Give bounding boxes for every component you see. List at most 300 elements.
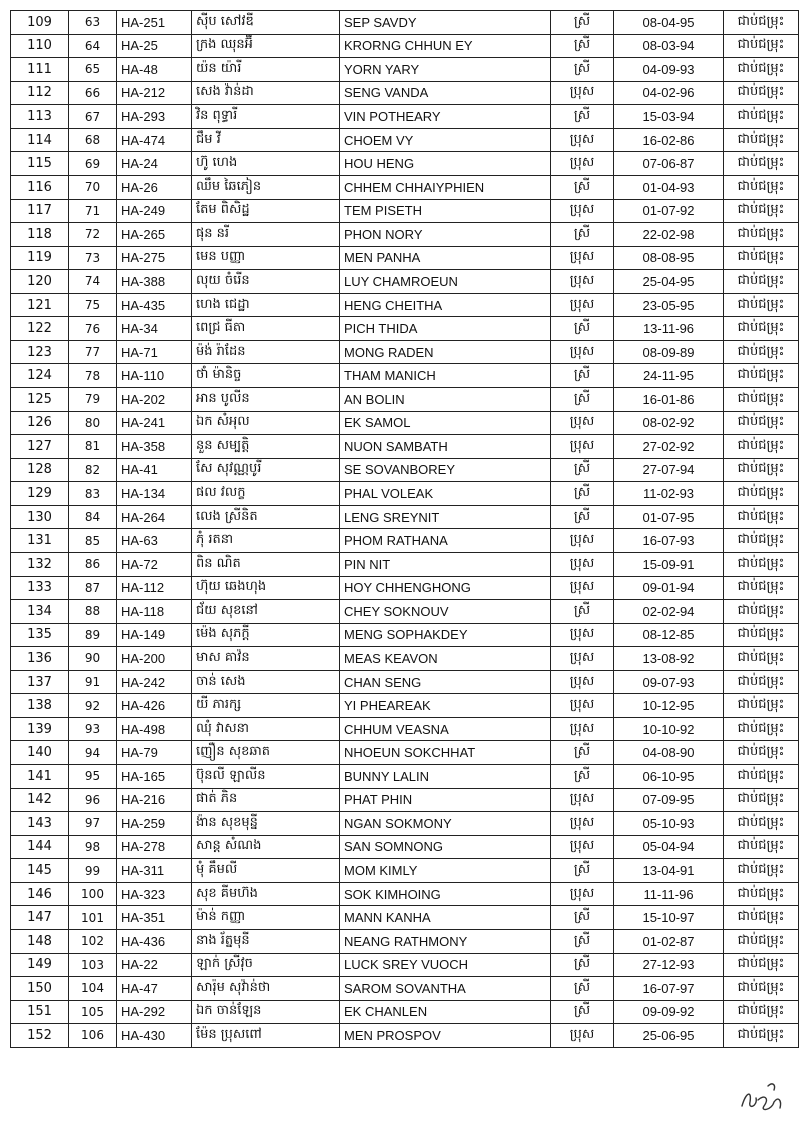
khmer-name-cell: យ៉ន យ៉ារី (192, 58, 340, 82)
row-number-cell: 152 (11, 1024, 69, 1048)
date-of-birth-cell: 06-10-95 (614, 765, 724, 789)
khmer-name-cell: ជឹម វី (192, 128, 340, 152)
sub-number-cell: 68 (69, 128, 117, 152)
row-number-cell: 148 (11, 929, 69, 953)
latin-name-cell: SAN SOMNONG (340, 835, 551, 859)
date-of-birth-cell: 08-12-85 (614, 623, 724, 647)
sub-number-cell: 71 (69, 199, 117, 223)
sex-cell: ប្រុស (551, 647, 614, 671)
candidate-code-cell: HA-72 (117, 552, 192, 576)
table-row (11, 529, 799, 553)
date-of-birth-cell: 09-01-94 (614, 576, 724, 600)
candidate-code-cell: HA-249 (117, 199, 192, 223)
date-of-birth-cell: 13-04-91 (614, 859, 724, 883)
sub-number-cell: 96 (69, 788, 117, 812)
candidate-code-cell: HA-275 (117, 246, 192, 270)
date-of-birth-cell: 01-04-93 (614, 175, 724, 199)
khmer-name-cell: លេង ស្រីនិត (192, 505, 340, 529)
latin-name-cell: NGAN SOKMONY (340, 812, 551, 836)
khmer-name-cell: ពេជ្រ ធីតា (192, 317, 340, 341)
table-row (11, 670, 799, 694)
sub-number-cell: 78 (69, 364, 117, 388)
date-of-birth-cell: 07-06-87 (614, 152, 724, 176)
table-row (11, 552, 799, 576)
khmer-name-cell: សេង វ៉ាន់ដា (192, 81, 340, 105)
result-status-cell: ជាប់ជម្រុះ (724, 199, 799, 223)
result-status-cell: ជាប់ជម្រុះ (724, 647, 799, 671)
latin-name-cell: CHHUM VEASNA (340, 717, 551, 741)
sex-cell: ប្រុស (551, 576, 614, 600)
latin-name-cell: CHHEM CHHAIYPHIEN (340, 175, 551, 199)
results-table (10, 10, 799, 1048)
sex-cell: ប្រុស (551, 835, 614, 859)
row-number-cell: 118 (11, 223, 69, 247)
sex-cell: ស្រី (551, 175, 614, 199)
row-number-cell: 114 (11, 128, 69, 152)
latin-name-cell: SENG VANDA (340, 81, 551, 105)
sex-cell: ស្រី (551, 34, 614, 58)
table-row (11, 717, 799, 741)
table-row (11, 270, 799, 294)
khmer-name-cell: មាស គាវ៉ន (192, 647, 340, 671)
sub-number-cell: 93 (69, 717, 117, 741)
table-row (11, 223, 799, 247)
row-number-cell: 142 (11, 788, 69, 812)
khmer-name-cell: ជ័យ សុខនៅ (192, 600, 340, 624)
sex-cell: ប្រុស (551, 435, 614, 459)
row-number-cell: 122 (11, 317, 69, 341)
khmer-name-cell: ម៉ង់ រ៉ាដែន (192, 340, 340, 364)
table-row (11, 600, 799, 624)
sex-cell: ស្រី (551, 953, 614, 977)
candidate-code-cell: HA-63 (117, 529, 192, 553)
khmer-name-cell: អាន បូលីន (192, 388, 340, 412)
date-of-birth-cell: 10-10-92 (614, 717, 724, 741)
candidate-code-cell: HA-48 (117, 58, 192, 82)
row-number-cell: 130 (11, 505, 69, 529)
latin-name-cell: MOM KIMLY (340, 859, 551, 883)
candidate-code-cell: HA-426 (117, 694, 192, 718)
candidate-code-cell: HA-202 (117, 388, 192, 412)
table-row (11, 576, 799, 600)
sub-number-cell: 67 (69, 105, 117, 129)
sex-cell: ប្រុស (551, 340, 614, 364)
table-row (11, 741, 799, 765)
date-of-birth-cell: 09-07-93 (614, 670, 724, 694)
date-of-birth-cell: 22-02-98 (614, 223, 724, 247)
row-number-cell: 131 (11, 529, 69, 553)
sub-number-cell: 86 (69, 552, 117, 576)
khmer-name-cell: ហេង ជេដ្ឋា (192, 293, 340, 317)
latin-name-cell: CHEY SOKNOUV (340, 600, 551, 624)
khmer-name-cell: នួន សម្បត្តិ (192, 435, 340, 459)
table-row (11, 906, 799, 930)
result-status-cell: ជាប់ជម្រុះ (724, 388, 799, 412)
sex-cell: ប្រុស (551, 81, 614, 105)
candidate-code-cell: HA-323 (117, 882, 192, 906)
result-status-cell: ជាប់ជម្រុះ (724, 11, 799, 35)
latin-name-cell: MEAS KEAVON (340, 647, 551, 671)
result-status-cell: ជាប់ជម្រុះ (724, 576, 799, 600)
date-of-birth-cell: 08-08-95 (614, 246, 724, 270)
table-row (11, 246, 799, 270)
latin-name-cell: SOK KIMHOING (340, 882, 551, 906)
sex-cell: ស្រី (551, 482, 614, 506)
sub-number-cell: 99 (69, 859, 117, 883)
sex-cell: ស្រី (551, 505, 614, 529)
khmer-name-cell: មេន បញ្ញា (192, 246, 340, 270)
table-row (11, 11, 799, 35)
row-number-cell: 128 (11, 458, 69, 482)
sex-cell: ស្រី (551, 105, 614, 129)
sub-number-cell: 102 (69, 929, 117, 953)
candidate-code-cell: HA-351 (117, 906, 192, 930)
date-of-birth-cell: 16-07-97 (614, 977, 724, 1001)
sex-cell: ស្រី (551, 741, 614, 765)
sex-cell: ប្រុស (551, 882, 614, 906)
date-of-birth-cell: 01-07-92 (614, 199, 724, 223)
date-of-birth-cell: 27-12-93 (614, 953, 724, 977)
khmer-name-cell: លុយ ចំរើន (192, 270, 340, 294)
latin-name-cell: LENG SREYNIT (340, 505, 551, 529)
date-of-birth-cell: 01-07-95 (614, 505, 724, 529)
khmer-name-cell: ផុន នរី (192, 223, 340, 247)
khmer-name-cell: ង៉ាន សុខមុន្នី (192, 812, 340, 836)
table-row (11, 435, 799, 459)
khmer-name-cell: សាន្ត សំណង (192, 835, 340, 859)
row-number-cell: 135 (11, 623, 69, 647)
sub-number-cell: 64 (69, 34, 117, 58)
candidate-code-cell: HA-388 (117, 270, 192, 294)
row-number-cell: 133 (11, 576, 69, 600)
document-page (10, 10, 799, 1048)
latin-name-cell: NEANG RATHMONY (340, 929, 551, 953)
result-status-cell: ជាប់ជម្រុះ (724, 340, 799, 364)
date-of-birth-cell: 24-11-95 (614, 364, 724, 388)
khmer-name-cell: សុខ គីមហ៊ង (192, 882, 340, 906)
khmer-name-cell: វិន ពុទ្ធារី (192, 105, 340, 129)
result-status-cell: ជាប់ជម្រុះ (724, 717, 799, 741)
latin-name-cell: HOY CHHENGHONG (340, 576, 551, 600)
candidate-code-cell: HA-358 (117, 435, 192, 459)
row-number-cell: 116 (11, 175, 69, 199)
latin-name-cell: MENG SOPHAKDEY (340, 623, 551, 647)
sub-number-cell: 91 (69, 670, 117, 694)
latin-name-cell: BUNNY LALIN (340, 765, 551, 789)
candidate-code-cell: HA-134 (117, 482, 192, 506)
result-status-cell: ជាប់ជម្រុះ (724, 458, 799, 482)
row-number-cell: 127 (11, 435, 69, 459)
row-number-cell: 117 (11, 199, 69, 223)
row-number-cell: 139 (11, 717, 69, 741)
table-row (11, 175, 799, 199)
date-of-birth-cell: 11-11-96 (614, 882, 724, 906)
candidate-code-cell: HA-259 (117, 812, 192, 836)
sub-number-cell: 106 (69, 1024, 117, 1048)
candidate-code-cell: HA-165 (117, 765, 192, 789)
result-status-cell: ជាប់ជម្រុះ (724, 81, 799, 105)
date-of-birth-cell: 15-03-94 (614, 105, 724, 129)
result-status-cell: ជាប់ជម្រុះ (724, 105, 799, 129)
table-row (11, 458, 799, 482)
candidate-code-cell: HA-24 (117, 152, 192, 176)
result-status-cell: ជាប់ជម្រុះ (724, 270, 799, 294)
latin-name-cell: HENG CHEITHA (340, 293, 551, 317)
latin-name-cell: EK SAMOL (340, 411, 551, 435)
table-row (11, 199, 799, 223)
candidate-code-cell: HA-212 (117, 81, 192, 105)
date-of-birth-cell: 27-02-92 (614, 435, 724, 459)
table-row (11, 788, 799, 812)
latin-name-cell: VIN POTHEARY (340, 105, 551, 129)
result-status-cell: ជាប់ជម្រុះ (724, 765, 799, 789)
khmer-name-cell: ឯក ចាន់ឡែន (192, 1000, 340, 1024)
table-row (11, 128, 799, 152)
latin-name-cell: PHAL VOLEAK (340, 482, 551, 506)
table-row (11, 1024, 799, 1048)
sex-cell: ប្រុស (551, 717, 614, 741)
candidate-code-cell: HA-242 (117, 670, 192, 694)
sex-cell: ប្រុស (551, 293, 614, 317)
result-status-cell: ជាប់ជម្រុះ (724, 929, 799, 953)
latin-name-cell: YI PHEAREAK (340, 694, 551, 718)
sex-cell: ប្រុស (551, 152, 614, 176)
row-number-cell: 123 (11, 340, 69, 364)
sex-cell: ប្រុស (551, 199, 614, 223)
latin-name-cell: HOU HENG (340, 152, 551, 176)
latin-name-cell: EK CHANLEN (340, 1000, 551, 1024)
candidate-code-cell: HA-41 (117, 458, 192, 482)
date-of-birth-cell: 08-02-92 (614, 411, 724, 435)
result-status-cell: ជាប់ជម្រុះ (724, 317, 799, 341)
table-row (11, 411, 799, 435)
sex-cell: ស្រី (551, 458, 614, 482)
candidate-code-cell: HA-430 (117, 1024, 192, 1048)
khmer-name-cell: ញឿន សុខឆាត (192, 741, 340, 765)
candidate-code-cell: HA-292 (117, 1000, 192, 1024)
table-row (11, 835, 799, 859)
khmer-name-cell: យី ភារក្ស (192, 694, 340, 718)
date-of-birth-cell: 16-01-86 (614, 388, 724, 412)
table-row (11, 623, 799, 647)
sex-cell: ស្រី (551, 1000, 614, 1024)
candidate-code-cell: HA-71 (117, 340, 192, 364)
sub-number-cell: 87 (69, 576, 117, 600)
sub-number-cell: 85 (69, 529, 117, 553)
result-status-cell: ជាប់ជម្រុះ (724, 152, 799, 176)
result-status-cell: ជាប់ជម្រុះ (724, 223, 799, 247)
sub-number-cell: 89 (69, 623, 117, 647)
sex-cell: ស្រី (551, 223, 614, 247)
sub-number-cell: 81 (69, 435, 117, 459)
result-status-cell: ជាប់ជម្រុះ (724, 859, 799, 883)
date-of-birth-cell: 08-03-94 (614, 34, 724, 58)
sex-cell: ប្រុស (551, 270, 614, 294)
row-number-cell: 109 (11, 11, 69, 35)
sub-number-cell: 66 (69, 81, 117, 105)
date-of-birth-cell: 07-09-95 (614, 788, 724, 812)
result-status-cell: ជាប់ជម្រុះ (724, 788, 799, 812)
latin-name-cell: PIN NIT (340, 552, 551, 576)
row-number-cell: 134 (11, 600, 69, 624)
sub-number-cell: 104 (69, 977, 117, 1001)
sub-number-cell: 105 (69, 1000, 117, 1024)
sex-cell: ស្រី (551, 388, 614, 412)
khmer-name-cell: ឈឹម ឆៃភៀន (192, 175, 340, 199)
sex-cell: ប្រុស (551, 552, 614, 576)
candidate-code-cell: HA-22 (117, 953, 192, 977)
sex-cell: ប្រុស (551, 411, 614, 435)
table-row (11, 317, 799, 341)
latin-name-cell: MEN PANHA (340, 246, 551, 270)
candidate-code-cell: HA-216 (117, 788, 192, 812)
latin-name-cell: LUCK SREY VUOCH (340, 953, 551, 977)
date-of-birth-cell: 04-08-90 (614, 741, 724, 765)
sex-cell: ប្រុស (551, 623, 614, 647)
latin-name-cell: CHAN SENG (340, 670, 551, 694)
sub-number-cell: 74 (69, 270, 117, 294)
row-number-cell: 113 (11, 105, 69, 129)
khmer-name-cell: តែម ពិសិដ្ឋ (192, 199, 340, 223)
result-status-cell: ជាប់ជម្រុះ (724, 58, 799, 82)
sub-number-cell: 65 (69, 58, 117, 82)
candidate-code-cell: HA-278 (117, 835, 192, 859)
result-status-cell: ជាប់ជម្រុះ (724, 953, 799, 977)
result-status-cell: ជាប់ជម្រុះ (724, 670, 799, 694)
sub-number-cell: 75 (69, 293, 117, 317)
khmer-name-cell: ប៊ុនលី ឡាលីន (192, 765, 340, 789)
table-row (11, 812, 799, 836)
latin-name-cell: LUY CHAMROEUN (340, 270, 551, 294)
result-status-cell: ជាប់ជម្រុះ (724, 623, 799, 647)
sex-cell: ស្រី (551, 765, 614, 789)
row-number-cell: 112 (11, 81, 69, 105)
candidate-code-cell: HA-293 (117, 105, 192, 129)
result-status-cell: ជាប់ជម្រុះ (724, 482, 799, 506)
date-of-birth-cell: 13-08-92 (614, 647, 724, 671)
date-of-birth-cell: 15-09-91 (614, 552, 724, 576)
row-number-cell: 120 (11, 270, 69, 294)
khmer-name-cell: ផាត់ ភិន (192, 788, 340, 812)
sub-number-cell: 95 (69, 765, 117, 789)
result-status-cell: ជាប់ជម្រុះ (724, 600, 799, 624)
sub-number-cell: 79 (69, 388, 117, 412)
sub-number-cell: 70 (69, 175, 117, 199)
date-of-birth-cell: 09-09-92 (614, 1000, 724, 1024)
date-of-birth-cell: 23-05-95 (614, 293, 724, 317)
row-number-cell: 143 (11, 812, 69, 836)
sex-cell: ស្រី (551, 317, 614, 341)
sub-number-cell: 77 (69, 340, 117, 364)
table-row (11, 882, 799, 906)
khmer-name-cell: ម៉េង សុភក្តី (192, 623, 340, 647)
date-of-birth-cell: 04-02-96 (614, 81, 724, 105)
result-status-cell: ជាប់ជម្រុះ (724, 552, 799, 576)
sub-number-cell: 73 (69, 246, 117, 270)
sub-number-cell: 82 (69, 458, 117, 482)
row-number-cell: 129 (11, 482, 69, 506)
khmer-name-cell: ថាំ ម៉ានិច្ច (192, 364, 340, 388)
row-number-cell: 137 (11, 670, 69, 694)
candidate-code-cell: HA-264 (117, 505, 192, 529)
candidate-code-cell: HA-26 (117, 175, 192, 199)
result-status-cell: ជាប់ជម្រុះ (724, 293, 799, 317)
sex-cell: ប្រុស (551, 788, 614, 812)
khmer-name-cell: ស៊ីប សៅវឌី (192, 11, 340, 35)
sub-number-cell: 92 (69, 694, 117, 718)
khmer-name-cell: ឡាក់ ស្រីវុច (192, 953, 340, 977)
table-row (11, 34, 799, 58)
sub-number-cell: 63 (69, 11, 117, 35)
khmer-name-cell: មុំ គឹមលី (192, 859, 340, 883)
date-of-birth-cell: 05-04-94 (614, 835, 724, 859)
table-row (11, 293, 799, 317)
table-row (11, 647, 799, 671)
row-number-cell: 150 (11, 977, 69, 1001)
table-row (11, 929, 799, 953)
sex-cell: ប្រុស (551, 670, 614, 694)
sub-number-cell: 76 (69, 317, 117, 341)
sub-number-cell: 90 (69, 647, 117, 671)
result-status-cell: ជាប់ជម្រុះ (724, 906, 799, 930)
khmer-name-cell: ឯក សំអុល (192, 411, 340, 435)
row-number-cell: 146 (11, 882, 69, 906)
candidate-code-cell: HA-436 (117, 929, 192, 953)
result-status-cell: ជាប់ជម្រុះ (724, 34, 799, 58)
khmer-name-cell: ភុំ រតនា (192, 529, 340, 553)
latin-name-cell: KRORNG CHHUN EY (340, 34, 551, 58)
latin-name-cell: MANN KANHA (340, 906, 551, 930)
result-status-cell: ជាប់ជម្រុះ (724, 246, 799, 270)
date-of-birth-cell: 04-09-93 (614, 58, 724, 82)
row-number-cell: 125 (11, 388, 69, 412)
khmer-name-cell: នាង រ័ត្នមុនី (192, 929, 340, 953)
table-body (11, 11, 799, 1048)
table-row (11, 482, 799, 506)
result-status-cell: ជាប់ជម្រុះ (724, 835, 799, 859)
table-row (11, 81, 799, 105)
khmer-name-cell: ពិន ណិត (192, 552, 340, 576)
sub-number-cell: 83 (69, 482, 117, 506)
result-status-cell: ជាប់ជម្រុះ (724, 977, 799, 1001)
candidate-code-cell: HA-251 (117, 11, 192, 35)
sex-cell: ស្រី (551, 977, 614, 1001)
handwritten-initials (738, 1076, 788, 1116)
date-of-birth-cell: 25-06-95 (614, 1024, 724, 1048)
row-number-cell: 136 (11, 647, 69, 671)
row-number-cell: 126 (11, 411, 69, 435)
candidate-code-cell: HA-112 (117, 576, 192, 600)
table-row (11, 152, 799, 176)
date-of-birth-cell: 11-02-93 (614, 482, 724, 506)
sub-number-cell: 103 (69, 953, 117, 977)
table-row (11, 388, 799, 412)
table-row (11, 105, 799, 129)
row-number-cell: 141 (11, 765, 69, 789)
result-status-cell: ជាប់ជម្រុះ (724, 812, 799, 836)
candidate-code-cell: HA-47 (117, 977, 192, 1001)
row-number-cell: 111 (11, 58, 69, 82)
khmer-name-cell: សែ សុវណ្ណបូរី (192, 458, 340, 482)
latin-name-cell: YORN YARY (340, 58, 551, 82)
latin-name-cell: NHOEUN SOKCHHAT (340, 741, 551, 765)
table-row (11, 859, 799, 883)
row-number-cell: 149 (11, 953, 69, 977)
table-row (11, 977, 799, 1001)
sub-number-cell: 88 (69, 600, 117, 624)
table-row (11, 765, 799, 789)
candidate-code-cell: HA-435 (117, 293, 192, 317)
